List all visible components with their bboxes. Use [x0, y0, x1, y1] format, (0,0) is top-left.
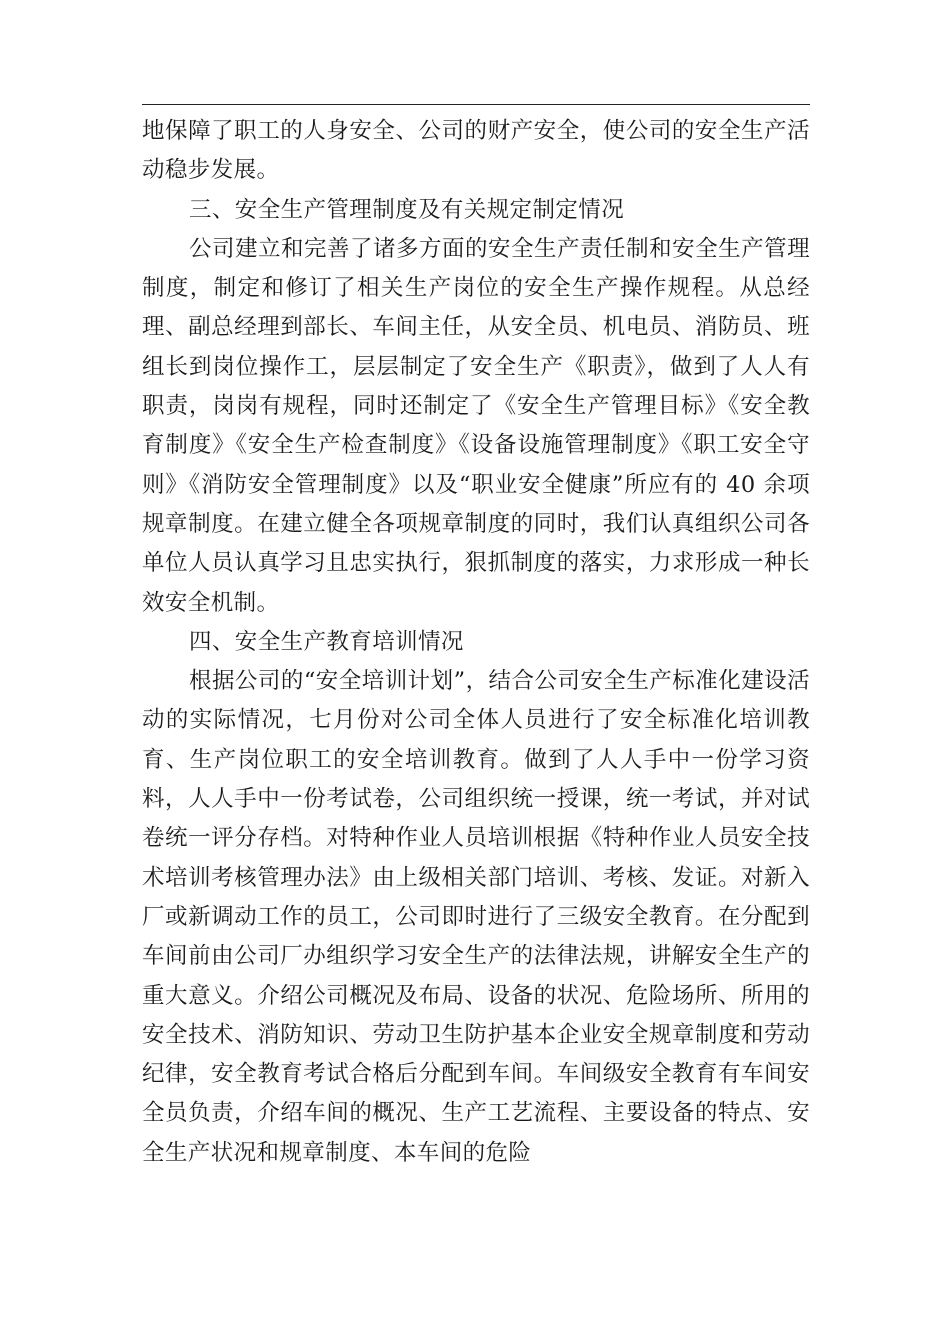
paragraph-training: 根据公司的“安全培训计划”，结合公司安全生产标准化建设活动的实际情况，七月份对公司全体人员进行了安全标准化培训教育、生产岗位职工的安全培训教育。做到了人人手中一份学习资料，人人手中一份考试卷，公司组织统一授课，统一考试，并对试卷统一评分存档。对特种作业人员培训根据《特种作业人员安全技术培训考核管理办法》由上级相关部门培训、考核、发证。对新入厂或新调动工作的员工，公司即时进行了三级安全教育。在分配到车间前由公司厂办组织学习安全生产的法律法规，讲解安全生产的重大意义。介绍公司概况及布局、设备的状况、危险场所、所用的安全技术、消防知识、劳动卫生防护基本企业安全规章制度和劳动纪律，安全教育考试合格后分配到车间。车间级安全教育有车间安全员负责，介绍车间的概况、生产工艺流程、主要设备的特点、安全生产状况和规章制度、本车间的危险 [142, 668, 810, 1166]
section-heading-3: 三、安全生产管理制度及有关规定制定情况 [189, 196, 625, 223]
section-heading-4: 四、安全生产教育培训情况 [189, 628, 464, 655]
document-page [142, 112, 810, 1173]
paragraph-continuation: 地保障了职工的人身安全、公司的财产安全，使公司的安全生产活动稳步发展。 [142, 118, 810, 184]
header-rule [142, 104, 810, 105]
paragraph-management-system: 公司建立和完善了诸多方面的安全生产责任制和安全生产管理制度，制定和修订了相关生产岗位的安全生产操作规程。从总经理、副总经理到部长、车间主任，从安全员、机电员、消防员、班组长到岗位操作工，层层制定了安全生产《职责》，做到了人人有职责，岗岗有规程，同时还制定了《安全生产管理目标》《安全教育制度》《安全生产检查制度》《设备设施管理制度》《职工安全守则》《消防安全管理制度》以及“职业安全健康”所应有的 40 余项规章制度。在建立健全各项规章制度的同时，我们认真组织公司各单位人员认真学习且忠实执行，狠抓制度的落实，力求形成一种长效安全机制。 [142, 235, 810, 616]
